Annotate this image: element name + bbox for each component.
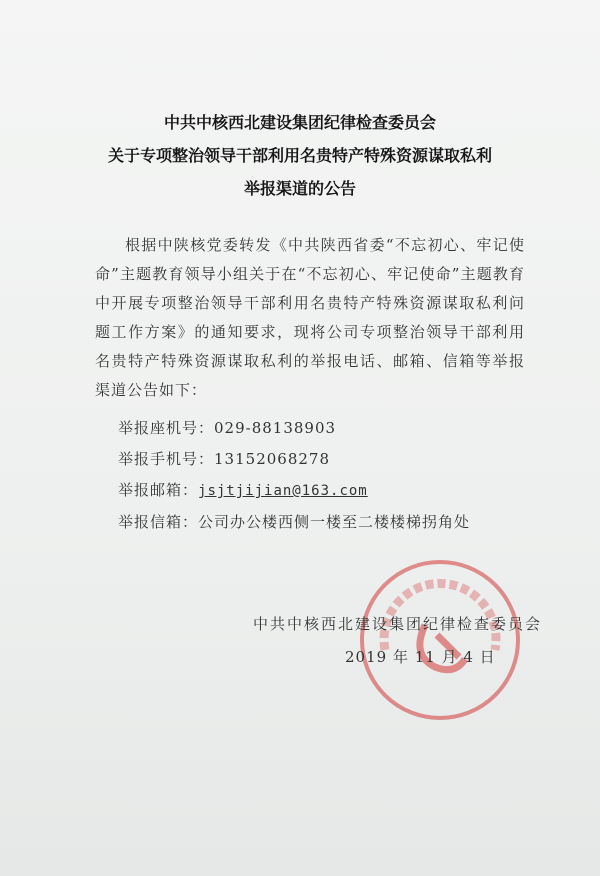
mobile-row — [118, 444, 538, 475]
title-line-3: 举报渠道的公告 — [243, 179, 356, 198]
landline-number: 029-88138903 — [214, 419, 337, 437]
signature-date: 2019 年 11 月 4 日 — [345, 648, 496, 666]
contact-list — [0, 413, 600, 538]
body-paragraph: 根据中陕核党委转发《中共陕西省委“不忘初心、牢记使命”主题教育领导小组关于在“不忘初心、牢记使命”主题教育中开展专项整治领导干部利用名贵特产特殊资源谋取私利问题工作方案》的通知要求，现将公司专项整治领导干部利用名贵特产特殊资源谋取私利的举报电话、邮箱、信箱等举报渠道公告如下： — [95, 236, 525, 399]
email-label: 举报邮箱： — [118, 481, 199, 499]
mailbox-location: 公司办公楼西侧一楼至二楼楼梯拐角处 — [198, 513, 471, 531]
email-row — [118, 475, 538, 507]
mailbox-row — [118, 507, 538, 538]
title-line-1: 中共中核西北建设集团纪律检查委员会 — [163, 113, 436, 132]
signature-org: 中共中核西北建设集团纪律检查委员会 — [253, 615, 543, 633]
email-link[interactable]: jsjtjijian@163.com — [198, 483, 368, 499]
mobile-number: 13152068278 — [214, 450, 330, 468]
mobile-label: 举报手机号： — [118, 450, 215, 468]
mailbox-label: 举报信箱： — [118, 513, 199, 531]
title-line-2: 关于专项整治领导干部利用名贵特产特殊资源谋取私利 — [107, 146, 492, 165]
landline-label: 举报座机号： — [118, 419, 215, 437]
landline-row — [118, 413, 538, 444]
